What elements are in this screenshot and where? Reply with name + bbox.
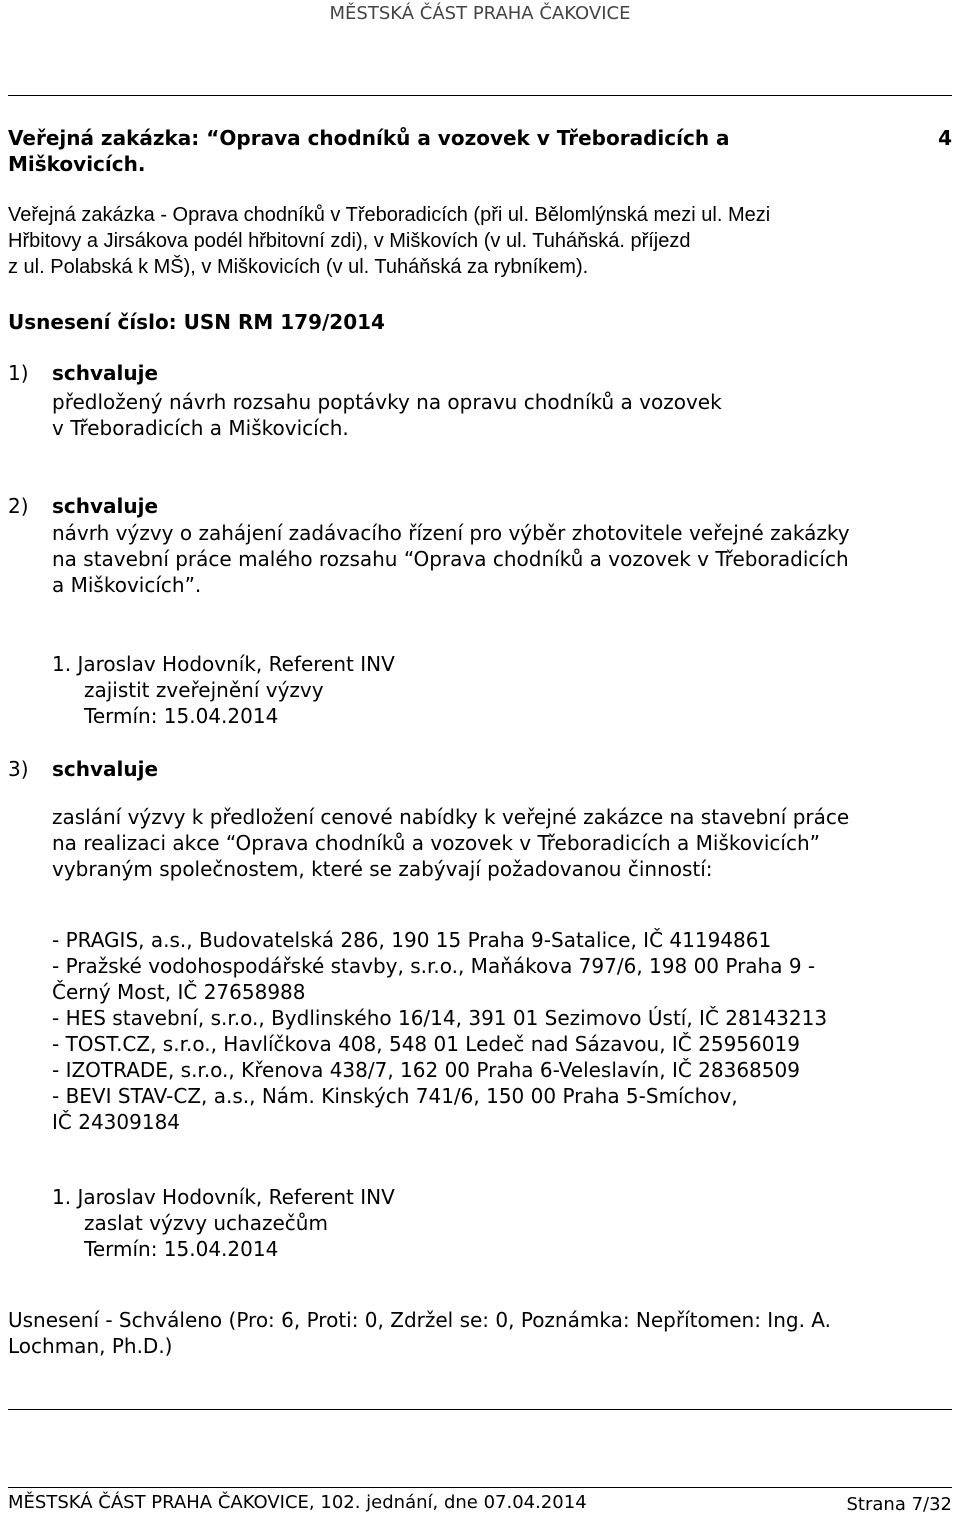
item-description-line-1: Veřejná zakázka - Oprava chodníků v Třeboradicích (při ul. Bělomlýnská mezi ul. Mezi bbox=[8, 204, 771, 226]
company-line-6: - IZOTRADE, s.r.o., Křenova 438/7, 162 00 Praha 6-Veleslavín, IČ 28368509 bbox=[52, 1058, 800, 1082]
point-3-line-1: zaslání výzvy k předložení cenové nabídky k veřejné zakázce na stavební práce bbox=[52, 805, 850, 829]
point-2-line-1: návrh výzvy o zahájení zadávacího řízení pro výběr zhotovitele veřejné zakázky bbox=[52, 521, 850, 545]
point-3-task-deadline: Termín: 15.04.2014 bbox=[84, 1237, 279, 1261]
point-2-task-responsible: 1. Jaroslav Hodovník, Referent INV bbox=[52, 652, 395, 676]
vote-result-line-1: Usnesení - Schváleno (Pro: 6, Proti: 0, Zdržel se: 0, Poznámka: Nepřítomen: Ing. A. bbox=[8, 1308, 831, 1332]
resolution-number: Usnesení číslo: USN RM 179/2014 bbox=[8, 310, 385, 334]
point-2-verb: schvaluje bbox=[52, 494, 159, 518]
footer-page-number: Strana 7/32 bbox=[846, 1494, 952, 1515]
company-line-8: IČ 24309184 bbox=[52, 1110, 181, 1134]
item-title-line-1: Veřejná zakázka: “Oprava chodníků a vozovek v Třeboradicích a bbox=[8, 126, 730, 150]
footer-meeting-info: MĚSTSKÁ ČÁST PRAHA ČAKOVICE, 102. jednání, dne 07.04.2014 bbox=[8, 1492, 587, 1513]
footer-rule bbox=[8, 1487, 952, 1488]
point-2-task-action: zajistit zveřejnění výzvy bbox=[84, 678, 324, 702]
point-1-verb: schvaluje bbox=[52, 361, 159, 385]
point-2-task-deadline: Termín: 15.04.2014 bbox=[84, 704, 279, 728]
company-line-3: Černý Most, IČ 27658988 bbox=[52, 980, 306, 1004]
point-3-line-3: vybraným společnostem, které se zabývají požadovanou činností: bbox=[52, 857, 713, 881]
point-2-line-3: a Miškovicích”. bbox=[52, 573, 202, 597]
header-rule bbox=[8, 95, 952, 96]
point-3-task-action: zaslat výzvy uchazečům bbox=[84, 1211, 328, 1235]
company-line-2: - Pražské vodohospodářské stavby, s.r.o., Maňákova 797/6, 198 00 Praha 9 - bbox=[52, 954, 816, 978]
vote-result-line-2: Lochman, Ph.D.) bbox=[8, 1334, 173, 1358]
item-title-line-2: Miškovicích. bbox=[8, 152, 146, 176]
point-3-line-2: na realizaci akce “Oprava chodníků a vozovek v Třeboradicích a Miškovicích” bbox=[52, 831, 820, 855]
item-description-line-2: Hřbitovy a Jirsákova podél hřbitovní zdi), v Miškovích (v ul. Tuháňská. příjezd bbox=[8, 230, 691, 252]
item-description-line-3: z ul. Polabská k MŠ), v Miškovicích (v ul. Tuháňská za rybníkem). bbox=[8, 256, 589, 278]
page-header-title: MĚSTSKÁ ČÁST PRAHA ČAKOVICE bbox=[329, 3, 631, 24]
point-1-line-1: předložený návrh rozsahu poptávky na opravu chodníků a vozovek bbox=[52, 390, 722, 414]
company-line-5: - TOST.CZ, s.r.o., Havlíčkova 408, 548 01 Ledeč nad Sázavou, IČ 25956019 bbox=[52, 1032, 800, 1056]
point-3-number: 3) bbox=[8, 757, 29, 781]
item-number: 4 bbox=[938, 126, 952, 150]
point-1-number: 1) bbox=[8, 361, 29, 385]
point-3-task-responsible: 1. Jaroslav Hodovník, Referent INV bbox=[52, 1185, 395, 1209]
content-end-rule bbox=[8, 1409, 952, 1410]
point-2-line-2: na stavební práce malého rozsahu “Oprava chodníků a vozovek v Třeboradicích bbox=[52, 547, 849, 571]
company-line-4: - HES stavební, s.r.o., Bydlinského 16/14, 391 01 Sezimovo Ústí, IČ 28143213 bbox=[52, 1006, 828, 1030]
company-line-1: - PRAGIS, a.s., Budovatelská 286, 190 15 Praha 9-Satalice, IČ 41194861 bbox=[52, 928, 772, 952]
point-2-number: 2) bbox=[8, 494, 29, 518]
company-line-7: - BEVI STAV-CZ, a.s., Nám. Kinských 741/6, 150 00 Praha 5-Smíchov, bbox=[52, 1084, 738, 1108]
point-3-verb: schvaluje bbox=[52, 757, 159, 781]
point-1-line-2: v Třeboradicích a Miškovicích. bbox=[52, 416, 349, 440]
